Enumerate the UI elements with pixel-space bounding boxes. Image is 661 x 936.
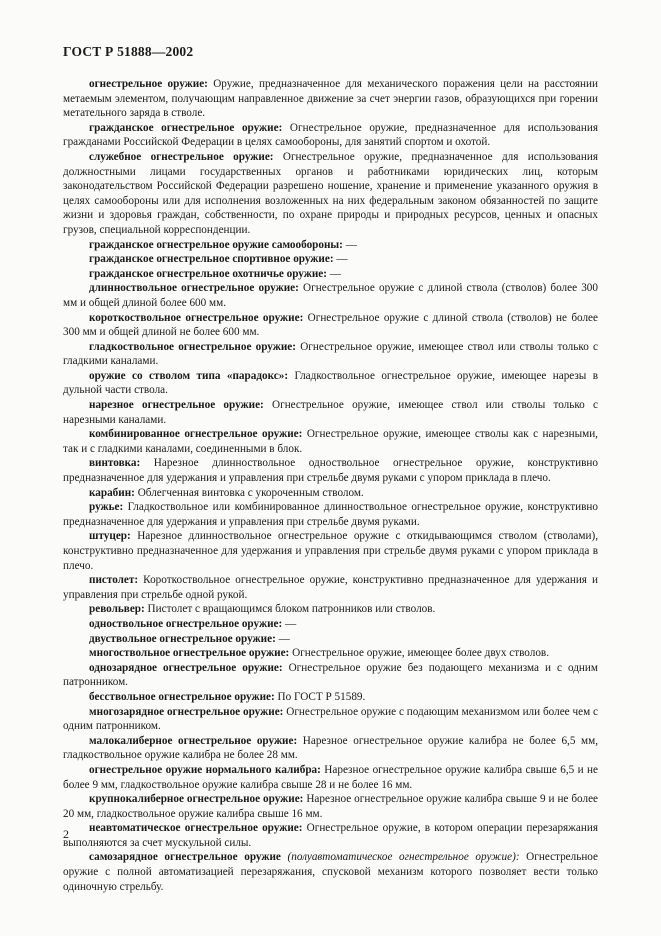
definition-synonym: (полуавтоматическое огнестрельное оружие):	[280, 851, 520, 864]
definition-text: Нарезное огнестрельное оружие калибра свыше 9 и не более 20 мм, гладкоствольное оружие калибра свыше 16 мм.	[63, 793, 598, 820]
definition-entry	[63, 486, 598, 501]
definition-text: Оружие, предназначенное для механического поражения цели на расстоянии метаемым элементом, получающим направленное движение за счет энергии газов, образующихся при горении метательного заряда в стволе.	[63, 78, 598, 120]
definition-text: Огнестрельное оружие, предназначенное для использования должностными лицами государственных органов и работниками юридических лиц, которым законодательством Российской Федерации разрешено ношение, хранение и применение указанного оружия в целях самообороны или для исполнения возложенных на них федеральным законом обязанностей по защите жизни и здоровья граждан, собственности, по охране природы и природных ресурсов, ценных и опасных грузов, специальной корреспонденции.	[63, 150, 598, 236]
definition-term: гражданское огнестрельное оружие самообороны:	[89, 238, 343, 251]
definition-text: —	[342, 238, 357, 251]
definition-entry	[63, 281, 598, 310]
definition-entry	[63, 311, 598, 340]
definition-text: Огнестрельное оружие без подающего механизма и с одним патронником.	[63, 661, 598, 689]
definition-term: револьвер:	[89, 603, 145, 616]
definition-entry	[63, 500, 598, 529]
definition-term: многозарядное огнестрельное оружие:	[89, 705, 284, 718]
definition-entry	[63, 456, 598, 485]
definition-term: многоствольное огнестрельное оружие:	[89, 647, 290, 660]
definition-term: неавтоматическое огнестрельное оружие:	[89, 822, 303, 835]
definition-term: ружье:	[89, 501, 124, 514]
definition-entry	[63, 690, 598, 705]
definition-term: оружие со стволом типа «парадокс»:	[89, 369, 289, 382]
definition-text: —	[333, 253, 348, 266]
document-header: ГОСТ Р 51888—2002	[63, 44, 194, 59]
definition-entry	[63, 734, 598, 763]
definition-entry	[63, 427, 598, 456]
definition-term: малокалиберное огнестрельное оружие:	[89, 734, 298, 747]
definition-text: Нарезное огнестрельное оружие калибра свыше 6,5 и не более 9 мм, гладкоствольное оружие калибра свыше 28 и не более 16 мм.	[63, 763, 599, 791]
definition-text: Пистолет с вращающимся блоком патронников или стволов.	[144, 603, 436, 616]
definition-entry	[63, 529, 598, 573]
definition-entry	[63, 705, 598, 734]
definition-text: Огнестрельное оружие, имеющее стволы как с нарезными, так и с гладкими каналами, соединенными в блок.	[63, 428, 598, 455]
definition-entry	[63, 573, 598, 602]
definition-term: гражданское огнестрельное оружие:	[89, 121, 283, 134]
definition-entry	[63, 369, 598, 398]
definition-entry	[63, 238, 598, 253]
definition-text: Нарезное длинноствольное одноствольное огнестрельное оружие, конструктивно предназначенное для удержания и управления при стрельбе двумя руками с упором приклада в плечо.	[63, 457, 598, 485]
definition-term: длинноствольное огнестрельное оружие:	[89, 282, 299, 295]
definition-term: нарезное огнестрельное оружие:	[89, 399, 264, 412]
definition-term: гражданское огнестрельное спортивное оружие:	[89, 253, 334, 266]
definition-text: Гладкоствольное огнестрельное оружие, имеющее нарезы в дульной части ствола.	[63, 369, 598, 397]
definition-term: однозарядное огнестрельное оружие:	[89, 661, 283, 674]
definition-term: карабин:	[89, 486, 135, 499]
definition-term: гладкоствольное огнестрельное оружие:	[89, 340, 296, 353]
definition-entry	[63, 602, 598, 617]
definition-text: —	[275, 632, 290, 645]
definition-text: Нарезное длинноствольное огнестрельное оружие с откидывающимся стволом (стволами), конструктивно предназначенное для удержания и управления при стрельбе двумя руками с упором приклада в плечо.	[63, 530, 598, 572]
definition-entry	[63, 617, 598, 632]
definition-entry	[63, 340, 598, 369]
definition-term: пистолет:	[89, 574, 139, 587]
definition-entry	[63, 121, 598, 150]
definition-text: Огнестрельное оружие с длиной ствола (стволов) более 300 мм и общей длиной более 600 мм.	[63, 282, 598, 309]
page-number: 2	[63, 827, 69, 841]
definition-term: короткоствольное огнестрельное оружие:	[89, 311, 304, 324]
definition-term: винтовка:	[89, 457, 141, 470]
definition-text: —	[327, 267, 341, 280]
definition-term: бесствольное огнестрельное оружие:	[89, 690, 275, 703]
definition-entry	[63, 77, 598, 121]
definition-text: Огнестрельное оружие, предназначенное для использования гражданами Российской Федерации в целях самообороны, для занятий спортом и охотой.	[63, 121, 598, 149]
definition-text: Нарезное огнестрельное оружие калибра не более 6,5 мм, гладкоствольное оружие калибра не более 28 мм.	[63, 734, 598, 762]
definition-text: Огнестрельное оружие с полной автоматизацией перезаряжания, спусковой механизм которого позволяет вести только одиночную стрельбу.	[63, 851, 599, 893]
definitions-list	[63, 77, 598, 894]
definition-text: Огнестрельное оружие с подающим механизмом или более чем с одним патронником.	[63, 705, 598, 733]
definition-term: одноствольное огнестрельное оружие:	[89, 617, 283, 630]
definition-term: гражданское огнестрельное охотничье оружие:	[89, 267, 327, 280]
definition-text: Огнестрельное оружие, имеющее ствол или стволы только с нарезными каналами.	[63, 399, 598, 426]
definition-text: Огнестрельное оружие, имеющее ствол или стволы только с гладкими каналами.	[63, 340, 598, 368]
definition-term: комбинированное огнестрельное оружие:	[89, 428, 303, 441]
definition-term: служебное огнестрельное оружие:	[89, 150, 274, 163]
definition-term: двуствольное огнестрельное оружие:	[89, 632, 276, 645]
definition-entry	[63, 763, 598, 792]
definition-text: Огнестрельное оружие, имеющее более двух стволов.	[289, 647, 549, 660]
definition-term: огнестрельное оружие нормального калибра:	[89, 763, 321, 776]
definition-text: Огнестрельное оружие, в котором операции перезаряжания выполняются за счет мускульной силы.	[63, 822, 598, 849]
definition-term: крупнокалиберное огнестрельное оружие:	[89, 793, 304, 806]
definition-term: самозарядное огнестрельное оружие	[89, 851, 281, 864]
definition-text: Облегченная винтовка с укороченным стволом.	[134, 486, 364, 499]
definition-entry	[63, 150, 598, 238]
definition-entry	[63, 661, 598, 690]
definition-entry	[63, 632, 598, 647]
definition-entry	[63, 792, 598, 821]
definition-term: огнестрельное оружие:	[89, 78, 208, 90]
definition-text: Короткоствольное огнестрельное оружие, конструктивно предназначенное для удержания и управления при стрельбе одной рукой.	[63, 574, 598, 601]
definition-entry	[63, 821, 598, 850]
definition-text: —	[282, 617, 297, 630]
definition-entry	[63, 252, 598, 267]
definition-entry	[63, 850, 598, 894]
definition-text: По ГОСТ Р 51589.	[274, 690, 366, 703]
definition-term: штуцер:	[89, 530, 131, 543]
definition-entry	[63, 646, 598, 661]
definition-entry	[63, 267, 598, 282]
definition-entry	[63, 398, 598, 427]
definition-text: Огнестрельное оружие с длиной ствола (стволов) не более 300 мм и общей длиной не более 600 мм.	[63, 311, 598, 339]
definition-text: Гладкоствольное или комбинированное длинноствольное огнестрельное оружие, конструктивно предназначенное для удержания и управления при стрельбе двумя руками.	[63, 501, 598, 528]
